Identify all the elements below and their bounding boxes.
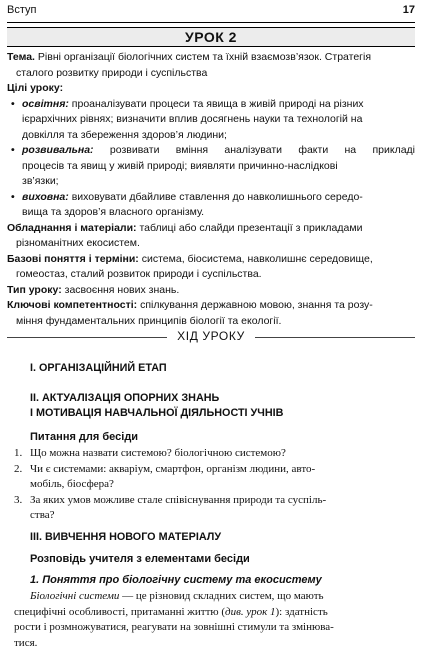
teacher-story-heading: Розповідь учителя з елементами бесіди (30, 553, 250, 565)
equipment-line-2: різноманітних екосистем. (16, 237, 140, 249)
terms-label: Базові поняття і терміни: (7, 252, 139, 265)
tema-label: Тема. (7, 51, 35, 63)
terms-line-1: Базові поняття і терміни: система, біосистема, навколишнє середовище, (7, 252, 373, 265)
page-number: 17 (402, 4, 415, 16)
term-biological-systems: Біологічні системи (30, 590, 120, 602)
competences-line-2: міння фундаментальних принципів біології та екології. (16, 314, 282, 327)
list-item: 1. Що можна назвати системою? біологічною системою? (14, 447, 286, 459)
lesson-progress-divider (7, 327, 415, 347)
lesson-meta (7, 50, 415, 329)
tema-line-2: сталого розвитку природи і суспільства (16, 66, 208, 79)
body-paragraph: Біологічні системи — це різновид складних систем, що мають специфічні особливості, притаманні життю (див. урок 1): здатність рости і розмножуватися, реагувати на зовнішні стимули та змінюва- тися. (14, 590, 334, 649)
stage-1-heading: I. ОРГАНІЗАЦІЙНИЙ ЕТАП (30, 362, 167, 374)
equipment-line-1: Обладнання і матеріали: таблиці або слайди презентації з прикладами (7, 221, 363, 234)
list-item: 2. Чи є системами: акваріум, смартфон, організм людини, авто- мобіль, біосфера? (14, 462, 316, 490)
lesson-progress-title: ХІД УРОКУ (177, 329, 245, 343)
tema-line-1: Тема. Рівні організації біологічних систем та їхній взаємозв’язок. Стратегія (7, 51, 372, 63)
lesson-title: УРОК 2 (185, 29, 237, 45)
goals-label: Цілі уроку: (7, 82, 64, 94)
type-label: Тип уроку: (7, 283, 62, 296)
equipment-label: Обладнання і матеріали: (7, 221, 137, 234)
section-title: Вступ (7, 4, 37, 16)
questions-list (14, 446, 415, 524)
competences-label: Ключові компетентності: (7, 299, 138, 311)
goal-developmental-label: розвивальна: (22, 144, 94, 156)
goal-educational-label: освітня: (22, 97, 69, 110)
bullet-icon: • (11, 190, 15, 203)
questions-title: Питання для бесіди (30, 431, 139, 443)
stage-3-heading: III. ВИВЧЕННЯ НОВОГО МАТЕРІАЛУ (30, 531, 222, 543)
cross-reference: див. урок 1 (225, 605, 276, 618)
terms-line-2: гомеостаз, сталий розвиток природи і суспільства. (16, 268, 262, 280)
lesson-title-bar (7, 27, 415, 47)
list-item: 3. За яких умов можливе стале співіснування природи та суспіль- ства? (14, 493, 327, 521)
competences-line-1: Ключові компетентності: спілкування державною мовою, знання та розу- (7, 299, 373, 311)
goal-upbringing: • виховна: виховувати дбайливе ставлення до навколишнього середо- вища та здоров’я власного організму. (11, 190, 363, 218)
goal-upbringing-label: виховна: (22, 190, 69, 203)
topic-1-heading: 1. Поняття про біологічну систему та екосистему (30, 574, 322, 586)
goal-educational: • освітня: проаналізувати процеси та явища в живій природі на різних ієрархічних рівнях; визначити вплив досягнень науки та технологій на довкілля та збереження здоров’я людини; (11, 97, 364, 141)
running-header (7, 0, 415, 23)
goal-developmental: • розвивальна: розвивати вміння аналізувати факти на прикладі процесів та явищ у живій природі; виявляти причинно-наслідкові зв’язки; (11, 144, 415, 187)
lesson-type: Тип уроку: засвоєння нових знань. (7, 283, 180, 296)
bullet-icon: • (11, 97, 15, 110)
stage-2-heading: II. АКТУАЛІЗАЦІЯ ОПОРНИХ ЗНАНЬ І МОТИВАЦІЯ НАВЧАЛЬНОЇ ДІЯЛЬНОСТІ УЧНІВ (30, 392, 284, 419)
bullet-icon: • (11, 144, 15, 156)
